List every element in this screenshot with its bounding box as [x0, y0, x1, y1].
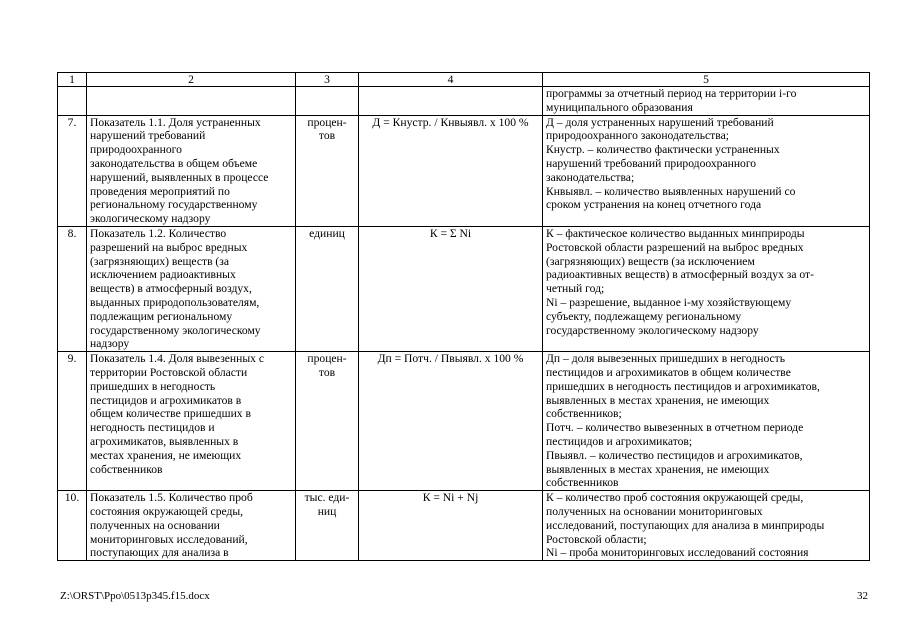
- text-line: собственников: [546, 476, 619, 490]
- unit-cell: [296, 226, 359, 351]
- indicator-name: [87, 115, 296, 226]
- text-line: нарушений требований природоохранного: [546, 156, 757, 170]
- text-line: сроком устранения на конец отчетного года: [546, 198, 762, 212]
- text-line: агрохимикатов, выявленных в: [90, 434, 239, 448]
- text-line: единиц: [309, 226, 345, 240]
- text-line: выявленных в местах хранения, не имеющих: [546, 462, 770, 476]
- header-cell: 1: [58, 73, 87, 87]
- indicators-table: [57, 72, 870, 561]
- unit-cell: [296, 491, 359, 561]
- text-line: программы за отчетный период на территории i-го: [546, 87, 797, 100]
- text-line: законодательства;: [546, 170, 635, 184]
- description-cell: [543, 226, 870, 351]
- text-line: разрешений на выброс вредных: [90, 240, 248, 254]
- formula-cell: К = Σ Ni: [359, 226, 543, 351]
- description-cell: [543, 115, 870, 226]
- text-line: Дп – доля вывезенных пришедших в негодность: [546, 352, 786, 366]
- text-line: природоохранного законодательства;: [546, 129, 729, 143]
- text-line: тыс. еди-: [304, 491, 350, 505]
- text-line: Ростовской области разрешений на выброс вредных: [546, 240, 804, 254]
- text-line: радиоактивных веществ) в атмосферный воздух за от-: [546, 268, 814, 282]
- text-line: государственному экологическому: [90, 323, 261, 337]
- header-row: [58, 73, 870, 87]
- text-line: веществ) в атмосферный воздух,: [90, 282, 252, 296]
- table-row: [58, 226, 870, 351]
- text-line: экологическому надзору: [90, 212, 211, 226]
- description-cell: [543, 491, 870, 561]
- text-line: тов: [318, 365, 336, 379]
- text-line: исключением радиоактивных: [90, 268, 236, 282]
- text-line: муниципального образования: [546, 100, 693, 114]
- text-line: территории Ростовской области: [90, 365, 248, 379]
- text-line: Кнустр. – количество фактически устраненных: [546, 143, 780, 157]
- text-line: Показатель 1.1. Доля устраненных: [90, 115, 261, 129]
- text-line: Пвыявл. – количество пестицидов и агрохимикатов,: [546, 448, 803, 462]
- page-number: 32: [857, 590, 868, 602]
- text-line: негодность пестицидов и: [90, 421, 215, 435]
- text-line: субъекту, подлежащему региональному: [546, 309, 742, 323]
- text-line: Д – доля устраненных нарушений требований: [546, 115, 774, 129]
- row-number: 7.: [58, 115, 87, 226]
- text-line: пришедших в негодность: [90, 379, 216, 393]
- text-line: полученных на основании: [90, 518, 220, 532]
- text-line: государственному экологическому надзору: [546, 323, 759, 337]
- text-line: К – количество проб состояния окружающей среды,: [546, 491, 804, 505]
- text-line: мониторинговых исследований,: [90, 532, 248, 546]
- text-line: надзору: [90, 337, 130, 351]
- continuation-desc: [543, 87, 870, 116]
- text-line: Ростовской области;: [546, 532, 647, 546]
- text-line: собственников: [90, 462, 163, 476]
- text-line: нарушений, выявленных в процессе: [90, 170, 269, 184]
- text-line: пестицидов и агрохимикатов в общем количестве: [546, 365, 791, 379]
- unit-cell: [296, 352, 359, 491]
- table-row: [58, 115, 870, 226]
- text-line: поступающих для анализа в: [90, 546, 229, 560]
- indicator-name: [87, 226, 296, 351]
- formula-cell: К = Ni + Nj: [359, 491, 543, 561]
- header-cell: 4: [359, 73, 543, 87]
- text-line: (загрязняющих) веществ (за: [90, 254, 230, 268]
- text-line: четный год;: [546, 282, 605, 296]
- header-cell: 2: [87, 73, 296, 87]
- description-cell: [543, 352, 870, 491]
- text-line: Показатель 1.4. Доля вывезенных с: [90, 352, 264, 366]
- text-line: пришедших в негодность пестицидов и агрохимикатов,: [546, 379, 820, 393]
- indicator-name: [87, 491, 296, 561]
- text-line: состояния окружающей среды,: [90, 504, 244, 518]
- row-number: 9.: [58, 352, 87, 491]
- text-line: Ni – разрешение, выданное i-му хозяйствующему: [546, 295, 792, 309]
- text-line: нарушений требований: [90, 129, 206, 143]
- text-line: исследований, поступающих для анализа в минприроды: [546, 518, 825, 532]
- formula-cell: Дп = Потч. / Пвыявл. х 100 %: [359, 352, 543, 491]
- text-line: выявленных в местах хранения, не имеющих: [546, 393, 770, 407]
- text-line: общем количестве пришедших в: [90, 407, 251, 421]
- text-line: ниц: [317, 504, 337, 518]
- unit-cell: [296, 115, 359, 226]
- text-line: Потч. – количество вывезенных в отчетном периоде: [546, 421, 804, 435]
- text-line: Ni – проба мониторинговых исследований состояния: [546, 546, 809, 560]
- continuation-row: [58, 87, 870, 116]
- text-line: законодательства в общем объеме: [90, 156, 258, 170]
- text-line: региональному государственному: [90, 198, 258, 212]
- text-line: К – фактическое количество выданных минприроды: [546, 226, 805, 240]
- table-row: [58, 491, 870, 561]
- indicator-name: [87, 352, 296, 491]
- header-cell: 3: [296, 73, 359, 87]
- header-cell: 5: [543, 73, 870, 87]
- text-line: тов: [318, 129, 336, 143]
- row-number: 10.: [58, 491, 87, 561]
- file-path: Z:\ORST\Ppo\0513p345.f15.docx: [60, 590, 210, 602]
- table-row: [58, 352, 870, 491]
- text-line: Показатель 1.5. Количество проб: [90, 491, 253, 505]
- text-line: процен-: [307, 352, 347, 366]
- text-line: Показатель 1.2. Количество: [90, 226, 227, 240]
- text-line: собственников;: [546, 407, 622, 421]
- text-line: выданных природопользователям,: [90, 295, 260, 309]
- text-line: полученных на основании мониторинговых: [546, 504, 763, 518]
- text-line: подлежащим региональному: [90, 309, 233, 323]
- text-line: пестицидов и агрохимикатов;: [546, 434, 693, 448]
- text-line: процен-: [307, 115, 347, 129]
- formula-cell: Д = Кнустр. / Кнвыявл. х 100 %: [359, 115, 543, 226]
- text-line: (загрязняющих) веществ (за исключением: [546, 254, 755, 268]
- text-line: Кнвыявл. – количество выявленных нарушений со: [546, 184, 796, 198]
- row-number: 8.: [58, 226, 87, 351]
- text-line: проведения мероприятий по: [90, 184, 230, 198]
- text-line: природоохранного: [90, 143, 182, 157]
- text-line: местах хранения, не имеющих: [90, 448, 242, 462]
- text-line: пестицидов и агрохимикатов в: [90, 393, 242, 407]
